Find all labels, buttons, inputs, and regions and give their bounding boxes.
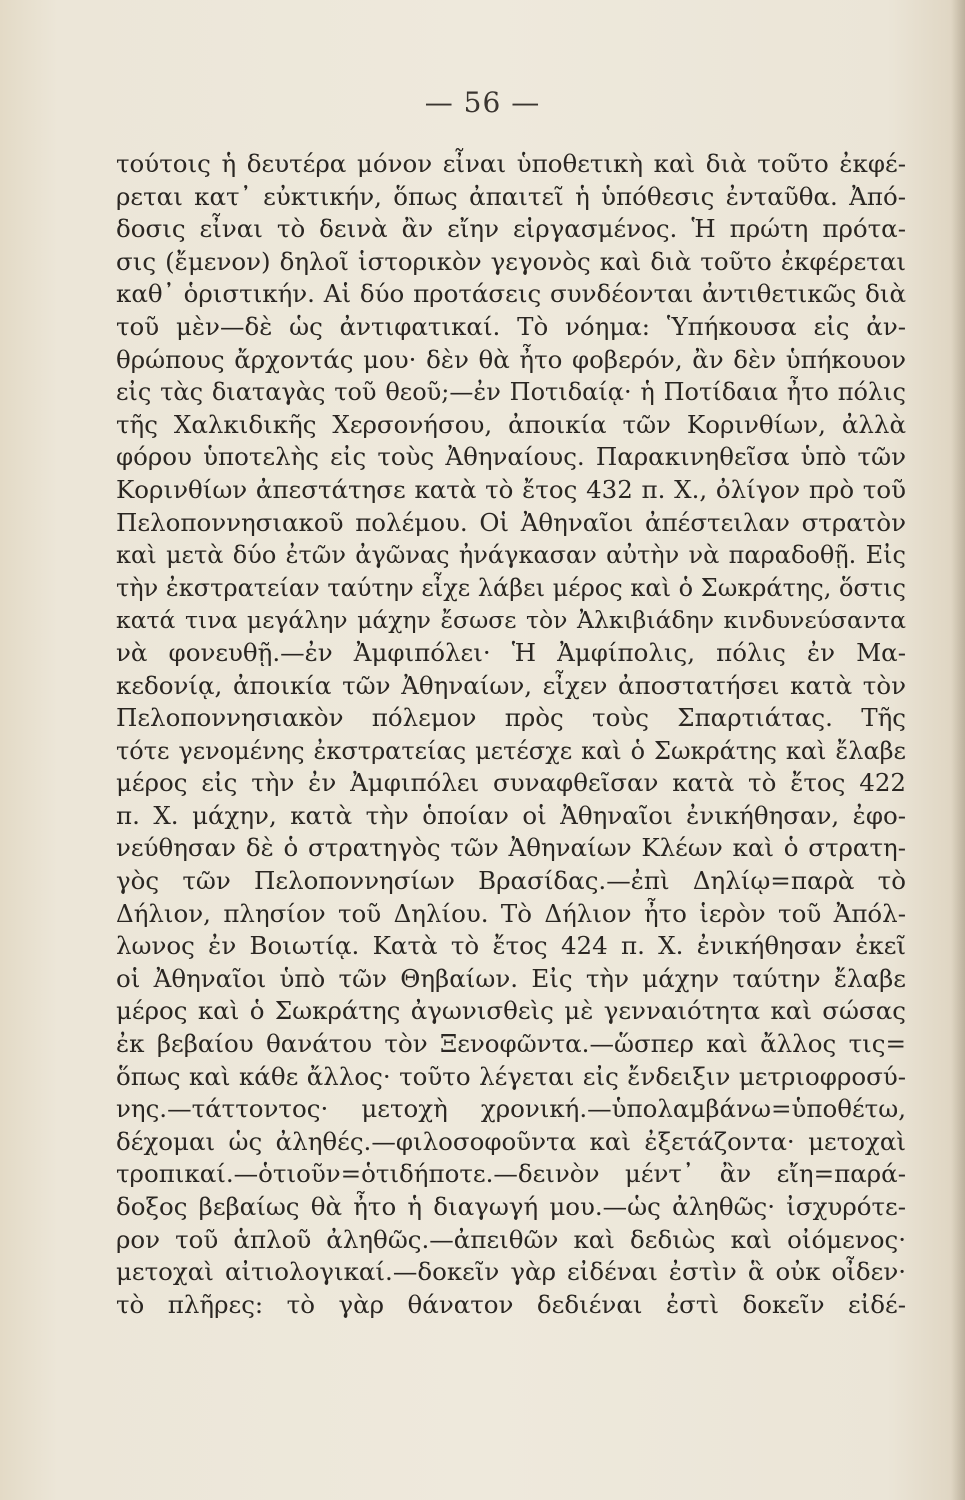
text-line: οἱ Ἀθηναῖοι ὑπὸ τῶν Θηβαίων. Εἰς τὴν μάχην ταύτην ἔλαβε <box>116 963 906 993</box>
text-line: Δήλιον, πλησίον τοῦ Δηλίου. Τὸ Δήλιον ἦτο ἱερὸν τοῦ Ἀπόλ- <box>116 898 906 928</box>
text-line: κεδονίᾳ, ἀποικία τῶν Ἀθηναίων, εἶχεν ἀποστατήσει κατὰ τὸν <box>116 670 906 700</box>
text-line: τούτοις ἡ δευτέρα μόνον εἶναι ὑποθετικὴ καὶ διὰ τοῦτο ἐκφέ- <box>116 149 906 178</box>
text-line: γὸς τῶν Πελοποννησίων Βρασίδας.—ἐπὶ Δηλίῳ=παρὰ τὸ <box>116 866 906 896</box>
text-line: τοῦ μὲν—δὲ ὡς ἀντιφατικαί. Τὸ νόημα: Ὑπήκουσα εἰς ἀν- <box>116 311 906 341</box>
body-text <box>116 148 906 1321</box>
text-line: ὅπως καὶ κάθε ἄλλος· τοῦτο λέγεται εἰς ἔνδειξιν μετριοφροσύ- <box>116 1061 906 1091</box>
text-line: δέχομαι ὡς ἀληθές.—φιλοσοφοῦντα καὶ ἐξετάζοντα· μετοχαὶ <box>116 1126 906 1156</box>
text-line: λωνος ἐν Βοιωτίᾳ. Κατὰ τὸ ἔτος 424 π. Χ. ἐνικήθησαν ἐκεῖ <box>116 931 906 961</box>
text-line: θρώπους ἄρχοντάς μου· δὲν θὰ ἦτο φοβερόν, ἂν δὲν ὑπήκουον <box>116 344 906 374</box>
page-edge-shadow <box>951 0 965 1500</box>
text-line: δοξος βεβαίως θὰ ἦτο ἡ διαγωγή μου.—ὡς ἀληθῶς· ἰσχυρότε- <box>116 1192 906 1221</box>
text-line: π. Χ. μάχην, κατὰ τὴν ὁποίαν οἱ Ἀθηναῖοι ἐνικήθησαν, ἐφο- <box>116 800 906 830</box>
text-line: Πελοποννησιακὸν πόλεμον πρὸς τοὺς Σπαρτιάτας. Τῆς <box>116 703 906 733</box>
page-number: — 56 — <box>424 86 541 119</box>
text-line: τῆς Χαλκιδικῆς Χερσονήσου, ἀποικία τῶν Κορινθίων, ἀλλὰ <box>116 409 906 439</box>
text-line: καὶ μετὰ δύο ἐτῶν ἀγῶνας ἠνάγκασαν αὐτὴν νὰ παραδοθῇ. Εἰς <box>116 541 906 570</box>
text-line: μέρος εἰς τὴν ἐν Ἀμφιπόλει συναφθεῖσαν κατὰ τὸ ἔτος 422 <box>116 768 906 798</box>
text-line: ἐκ βεβαίου θανάτου τὸν Ξενοφῶντα.—ὥσπερ καὶ ἄλλος τις= <box>116 1029 906 1059</box>
text-line: εἰς τὰς διαταγὰς τοῦ θεοῦ;—ἐν Ποτιδαίᾳ· ἡ Ποτίδαια ἦτο πόλις <box>116 378 906 407</box>
text-line: τροπικαί.—ὁτιοῦν=ὁτιδήποτε.—δεινὸν μέντ᾽ ἂν εἴη=παρά- <box>116 1159 906 1189</box>
text-line: Κορινθίων ἀπεστάτησε κατὰ τὸ ἔτος 432 π. Χ., ὀλίγον πρὸ τοῦ <box>116 474 906 504</box>
text-line: μέρος καὶ ὁ Σωκράτης ἀγωνισθεὶς μὲ γενναιότητα καὶ σώσας <box>116 996 906 1026</box>
text-line: νὰ φονευθῇ.—ἐν Ἀμφιπόλει· Ἡ Ἀμφίπολις, πόλις ἐν Μα- <box>116 637 906 667</box>
text-line: ρεται κατ᾽ εὐκτικήν, ὅπως ἀπαιτεῖ ἡ ὑπόθεσις ἐνταῦθα. Ἀπό- <box>116 181 906 211</box>
text-line: τὴν ἐκστρατείαν ταύτην εἶχε λάβει μέρος καὶ ὁ Σωκράτης, ὅστις <box>116 573 906 602</box>
text-line: ρον τοῦ ἁπλοῦ ἀληθῶς.—ἀπειθῶν καὶ δεδιὼς καὶ οἰόμενος· <box>116 1224 906 1254</box>
text-line: τὸ πλῆρες: τὸ γὰρ θάνατον δεδιέναι ἐστὶ δοκεῖν εἰδέ- <box>116 1289 906 1319</box>
text-line: κατά τινα μεγάλην μάχην ἔσωσε τὸν Ἀλκιβιάδην κινδυνεύσαντα <box>116 606 906 635</box>
text-line: δοσις εἶναι τὸ δεινὰ ἂν εἴην εἰργασμένος. Ἡ πρώτη πρότα- <box>116 214 906 244</box>
text-line: μετοχαὶ αἰτιολογικαί.—δοκεῖν γὰρ εἰδέναι ἐστὶν ἃ οὐκ οἶδεν· <box>116 1257 906 1287</box>
text-line: Πελοποννησιακοῦ πολέμου. Οἱ Ἀθηναῖοι ἀπέστειλαν στρατὸν <box>116 507 906 537</box>
text-line: σις (ἔμενον) δηλοῖ ἱστορικὸν γεγονὸς καὶ διὰ τοῦτο ἐκφέρεται <box>116 246 906 276</box>
text-line: νης.—τάττοντος· μετοχὴ χρονική.—ὑπολαμβάνω=ὑποθέτω, <box>116 1094 906 1124</box>
text-line: φόρου ὑποτελὴς εἰς τοὺς Ἀθηναίους. Παρακινηθεῖσα ὑπὸ τῶν <box>116 442 906 472</box>
text-line: νεύθησαν δὲ ὁ στρατηγὸς τῶν Ἀθηναίων Κλέων καὶ ὁ στρατη- <box>116 833 906 863</box>
text-line: καθ᾽ ὁριστικήν. Αἱ δύο προτάσεις συνδέονται ἀντιθετικῶς διὰ <box>116 279 906 309</box>
text-line: τότε γενομένης ἐκστρατείας μετέσχε καὶ ὁ Σωκράτης καὶ ἔλαβε <box>116 736 906 765</box>
